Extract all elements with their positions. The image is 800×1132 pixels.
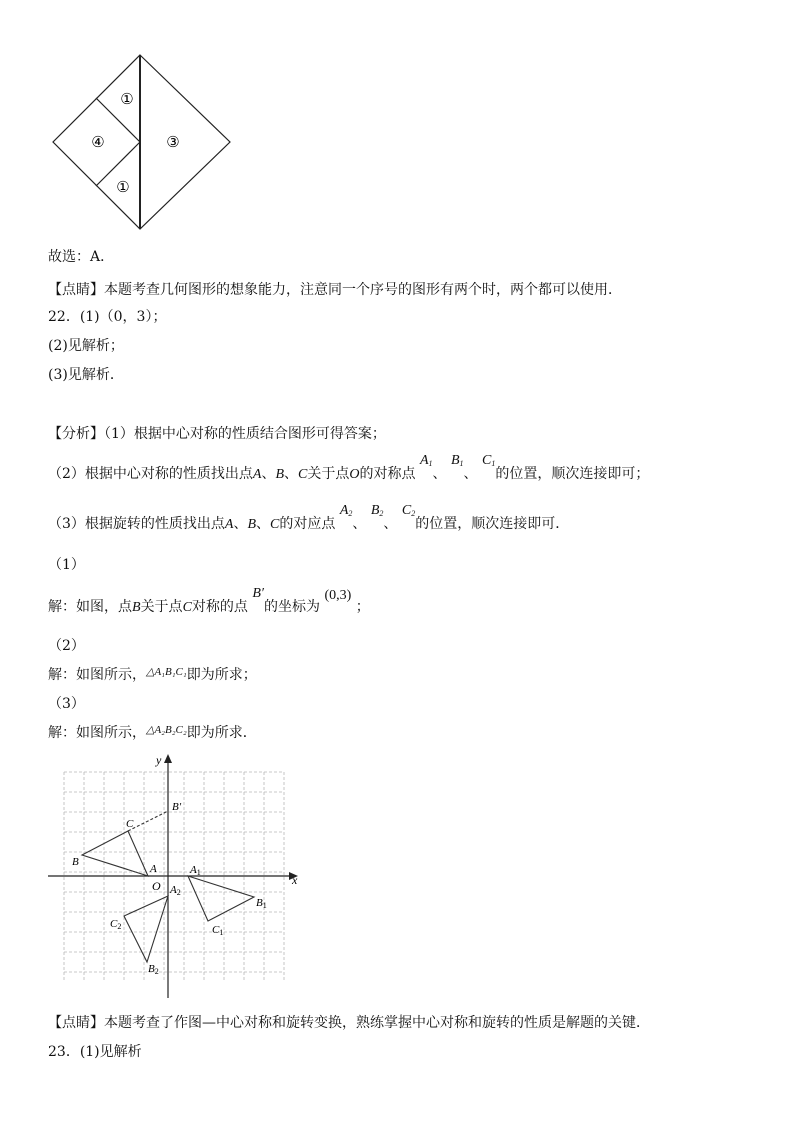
analysis-line3-suffix: 的位置，顺次连接即可． (415, 516, 570, 532)
solution-p1-suffix: ； (355, 599, 370, 615)
point-B: B (247, 517, 257, 532)
origin-label: O (152, 879, 161, 893)
separator: 、 (352, 516, 367, 532)
solution-p1-mid3: 的坐标为 (263, 599, 320, 615)
label-B1: B1 (256, 897, 267, 910)
solution-p1-prefix: 解：如图，点 (48, 599, 132, 615)
diamond-label-3: ③ (166, 135, 180, 151)
y-axis-label: y (156, 753, 162, 767)
analysis-line3-mid: 的对应点 (279, 516, 336, 532)
x-axis-label: x (292, 873, 298, 887)
y-axis-arrow (164, 754, 172, 763)
solution-p2-prefix: 解：如图所示， (48, 667, 146, 683)
label-B: B (72, 856, 79, 868)
point-B: B (275, 467, 285, 482)
triangle-A1B1C1: △A₁B₁C₁ (146, 666, 187, 678)
answer-choice: 故选：A． (48, 249, 115, 265)
solution-p3-suffix: 即为所求． (186, 725, 257, 741)
point-C: C (270, 517, 280, 532)
label-B2: B2 (148, 963, 159, 976)
comment-1: 【点睛】本题考查几何图形的想象能力，注意同一个序号的图形有两个时，两个都可以使用． (48, 282, 622, 298)
solution-part3 (48, 724, 257, 743)
diamond-figure (50, 52, 232, 234)
label-C2: C2 (110, 918, 122, 931)
point-C1: $C_1$ (482, 453, 496, 468)
solution-p2-suffix: 即为所求； (186, 667, 257, 683)
separator: 、 (432, 466, 447, 482)
separator: 、 (261, 466, 276, 482)
dashed-line-C-to-B-prime (128, 811, 168, 831)
diamond-label-1-bottom: ① (116, 180, 130, 196)
label-A: A (150, 863, 157, 875)
analysis-line3-prefix: （3）根据旋转的性质找出点 (48, 516, 225, 532)
q22-heading: 22．(1)（0，3）； (48, 309, 167, 325)
point-C: C (298, 467, 308, 482)
diamond-outline (53, 55, 230, 229)
separator: 、 (256, 516, 271, 532)
label-A2: A2 (170, 884, 181, 897)
analysis-line2-mid1: 关于点 (307, 466, 350, 482)
point-A1: $A_1$ (419, 453, 433, 468)
q22-part3: (3)见解析． (48, 367, 124, 383)
point-A2: $A_2$ (339, 503, 353, 518)
solution-p1-mid1: 关于点 (140, 599, 183, 615)
point-A: A (252, 467, 262, 482)
solution-p3-prefix: 解：如图所示， (48, 725, 146, 741)
separator: 、 (233, 516, 248, 532)
label-C: C (126, 818, 134, 830)
analysis-line2-suffix: 的位置，顺次连接即可； (495, 466, 650, 482)
label-C1: C1 (212, 924, 224, 937)
point-B1: $B_1$ (450, 453, 464, 468)
solution-p1-mid2: 对称的点 (191, 599, 248, 615)
solution-part2-label: （2） (48, 638, 85, 654)
label-B-prime: B′ (172, 801, 182, 813)
analysis-line2 (48, 453, 650, 487)
analysis-line2-mid2: 的对称点 (359, 466, 416, 482)
diamond-label-4: ④ (91, 135, 105, 151)
analysis-line2-prefix: （2）根据中心对称的性质找出点 (48, 466, 253, 482)
point-B2: $B_2$ (370, 503, 384, 518)
solution-part2 (48, 666, 257, 685)
label-A1: A1 (190, 864, 201, 877)
point-B: B (132, 600, 141, 615)
q23-heading: 23．(1)见解析 (48, 1044, 142, 1060)
coordinate-value: (0,3) (324, 588, 352, 603)
point-B-prime: B′ (252, 586, 264, 601)
solution-part1 (48, 586, 370, 617)
analysis-line3 (48, 503, 570, 537)
solution-part3-label: （3） (48, 696, 85, 712)
point-A: A (224, 517, 234, 532)
analysis-line1: 【分析】（1）根据中心对称的性质结合图形可得答案； (48, 426, 386, 442)
separator: 、 (383, 516, 398, 532)
comment-2: 【点睛】本题考查了作图—中心对称和旋转变换，熟练掌握中心对称和旋转的性质是解题的关键． (48, 1015, 650, 1031)
triangle-ABC (82, 831, 148, 876)
solution-part1-label: （1） (48, 557, 85, 573)
separator: 、 (284, 466, 299, 482)
separator: 、 (463, 466, 478, 482)
point-O: O (349, 467, 360, 482)
point-C2: $C_2$ (401, 503, 416, 518)
q22-part2: (2)见解析； (48, 338, 124, 354)
triangle-A2B2C2: △A₂B₂C₂ (146, 724, 187, 736)
point-C: C (182, 600, 192, 615)
coordinate-grid-figure (44, 752, 306, 1004)
diamond-label-1-top: ① (120, 92, 134, 108)
